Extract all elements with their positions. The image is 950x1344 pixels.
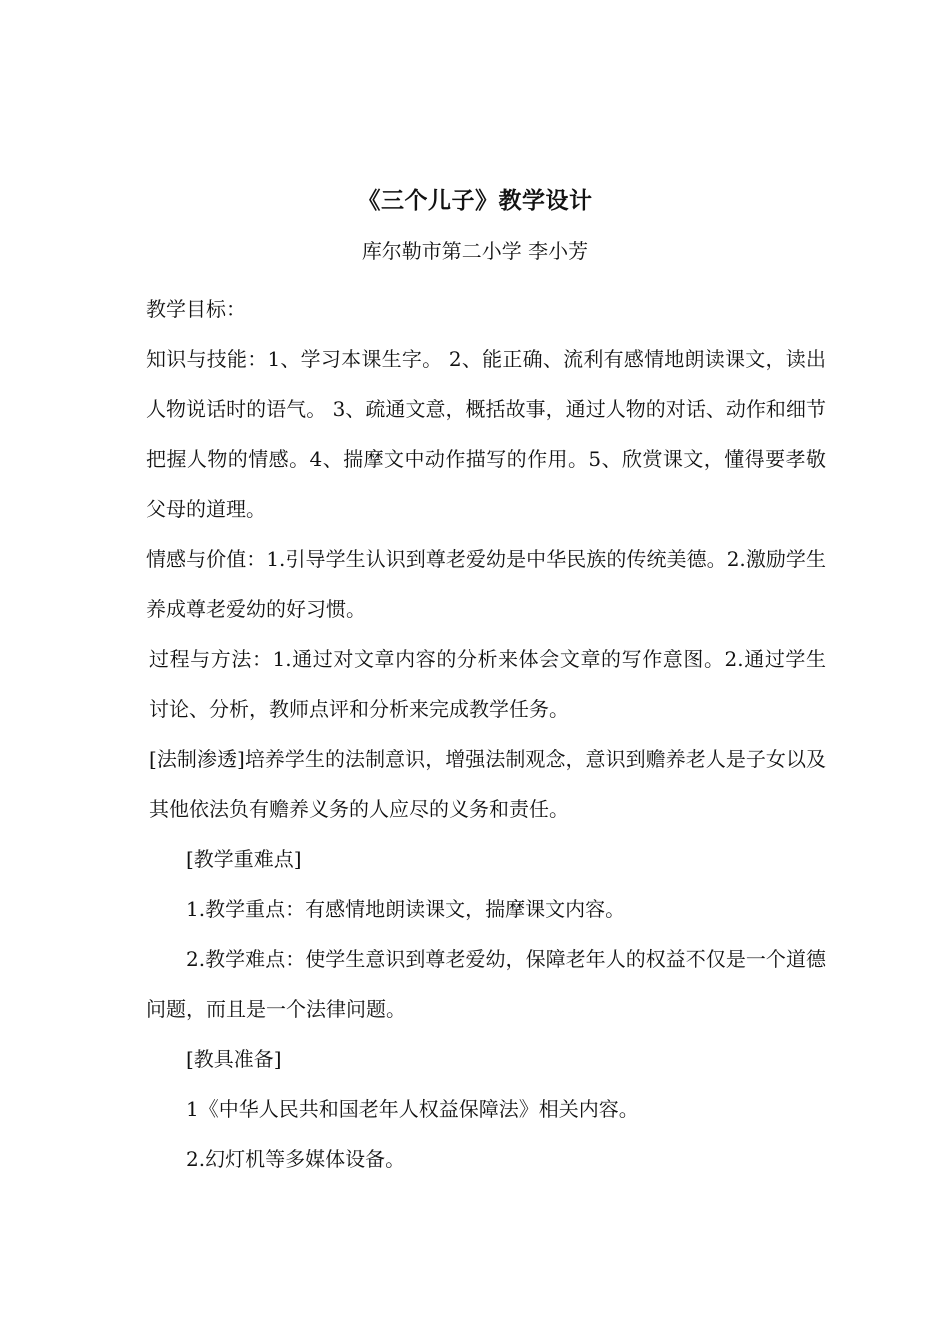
section-heading-key-points: [教学重难点] <box>186 847 302 871</box>
paragraph-process-methods: 过程与方法：1.通过对文章内容的分析来体会文章的写作意图。2.通过学生讨论、分析，教师点评和分析来完成教学任务。 <box>149 647 826 721</box>
document-author: 库尔勒市第二小学 李小芳 <box>361 239 589 263</box>
paragraph-material-1: 1《中华人民共和国老年人权益保障法》相关内容。 <box>186 1097 639 1121</box>
section-heading-objectives: 教学目标： <box>146 297 246 321</box>
paragraph-material-2: 2.幻灯机等多媒体设备。 <box>186 1147 406 1171</box>
document-title: 《三个儿子》教学设计 <box>357 187 593 214</box>
document-body <box>146 284 826 1184</box>
paragraph-key-point: 1.教学重点：有感情地朗读课文，揣摩课文内容。 <box>186 897 626 921</box>
paragraph-legal-education: [法制渗透]培养学生的法制意识，增强法制观念，意识到赡养老人是子女以及其他依法负有赡养义务的人应尽的义务和责任。 <box>149 747 826 821</box>
section-heading-materials: [教具准备] <box>186 1047 282 1071</box>
paragraph-knowledge-skills: 知识与技能：1、学习本课生字。 2、能正确、流利有感情地朗读课文，读出人物说话时的语气。 3、疏通文意，概括故事，通过人物的对话、动作和细节把握人物的情感。4、揣摩文中动作描写的作用。5、欣赏课文，懂得要孝敬父母的道理。 <box>146 347 826 521</box>
paragraph-difficult-point: 2.教学难点：使学生意识到尊老爱幼，保障老年人的权益不仅是一个道德问题，而且是一个法律问题。 <box>146 947 826 1021</box>
paragraph-emotion-values: 情感与价值：1.引导学生认识到尊老爱幼是中华民族的传统美德。2.激励学生养成尊老爱幼的好习惯。 <box>146 547 826 621</box>
